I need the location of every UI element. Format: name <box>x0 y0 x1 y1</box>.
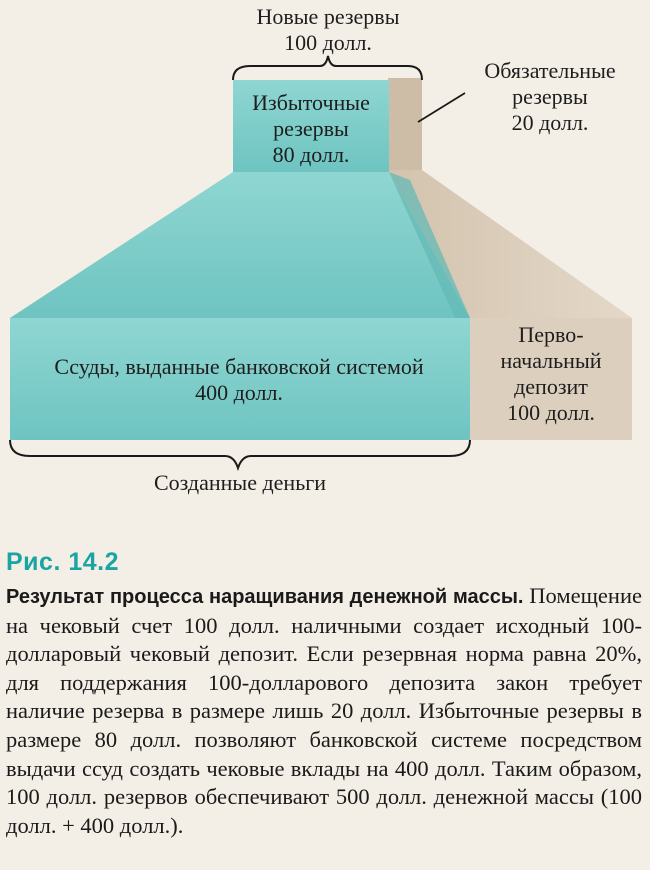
figure-number: Рис. 14.2 <box>6 548 119 576</box>
created-money-label: Созданные деньги <box>153 470 327 495</box>
initial-deposit-label: Перво- начальный депозит 100 долл. <box>500 322 602 425</box>
required-reserves-label: Обязательные резервы 20 долл. <box>484 58 616 135</box>
excess-reserves-label: Избыточные резервы 80 долл. <box>252 90 370 167</box>
created-money-brace <box>10 440 470 468</box>
new-reserves-brace <box>233 56 422 80</box>
required-reserves-leader <box>418 93 465 122</box>
figure-caption <box>6 582 642 840</box>
caption-body: Помещение на чековый счет 100 долл. наличными создает исходный 100-долларовый чековый депозит. Если резервная норма равна 20%, для поддержания 100-долларового депозита закон требует наличие резерва в размере лишь 20 долл. Избыточные резервы в размере 80 долл. позволяют банковской системе посредством выдачи ссуд создать чековые вклады на 400 долл. Таким образом, 100 долл. резервов обеспечивают 500 долл. денежной массы (100 долл. + 400 долл.). <box>6 583 642 838</box>
required-reserves-column <box>388 78 422 170</box>
new-reserves-label: Новые резервы 100 долл. <box>256 4 400 55</box>
loans-label: Ссуды, выданные банковской системой 400 долл. <box>54 354 424 405</box>
caption-bold-lead: Результат процесса наращивания денежной массы. <box>6 586 524 608</box>
